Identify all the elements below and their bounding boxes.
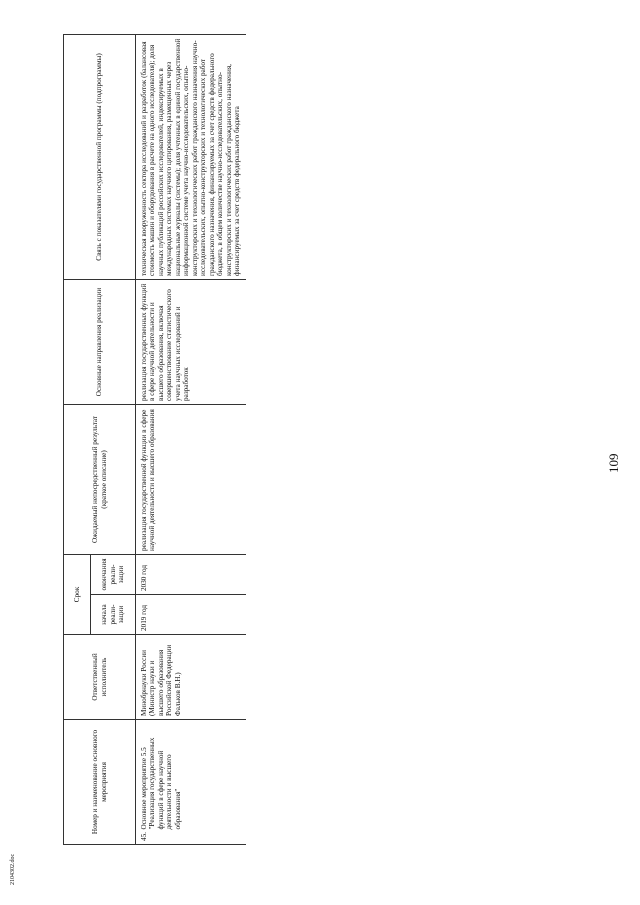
header-directions: Основные направления реализации [64,279,136,404]
row-expected-result: реализация государственной функции в сфере научной деятельности и высшего образования [136,404,246,554]
header-indicator-link: Связь с показателями государственной программы (подпрограммы) [64,34,136,279]
table-row [136,34,246,844]
row-term-end: 2030 год [136,554,246,594]
activities-table [63,34,246,845]
page-number: 109 [606,453,621,473]
document-id: 2104302.doc [10,853,16,885]
header-term-end: окончания реали-зации [91,554,136,594]
row-number: 45. [136,830,246,845]
header-expected-result: Ожидаемый непосредственный результат (краткое описание) [64,404,136,554]
row-indicator-link: техническая вооруженность сектора исследований и разработок (балансовая стоимость машин и оборудования в расчете на одного исследователя); доля научных публикаций российских исследователей, индексируемых в международных системах научного цитирования, размещенных через национальные журналы (системы); доля учтенных в единой государственной информационной системе учета научно-исследовательских, опытно-конструкторских и технологических работ гражданского назначения научно-исследовательских, опытно-конструкторских и технологических работ гражданского назначения, финансируемых за счет средств федерального бюджета, в общем количестве научно-исследовательских, опытно-конструкторских и технологических работ гражданского назначения, финансируемых за счет средств федерального бюджета [136,34,246,279]
header-term-start: начала реали-зации [91,594,136,634]
row-term-start: 2019 год [136,594,246,634]
row-responsible: Минобрнауки России (Министр науки и высшего образования Российской Федерации Фальков В.Н.) [136,634,246,719]
header-responsible: Ответственный исполнитель [64,634,136,719]
row-directions: реализация государственных функций в сфере научной деятельности и высшего образования, включая совершенствование статистического учета научных исследований и разработок [136,279,246,404]
header-term: Срок [64,554,91,634]
header-number-name: Номер и наименование основного мероприятия [64,719,136,844]
row-activity-name: Основное мероприятие 5.5 "Реализация государственных функций в сфере научной деятельности и высшего образования" [136,719,246,829]
table-header-row [64,34,91,844]
